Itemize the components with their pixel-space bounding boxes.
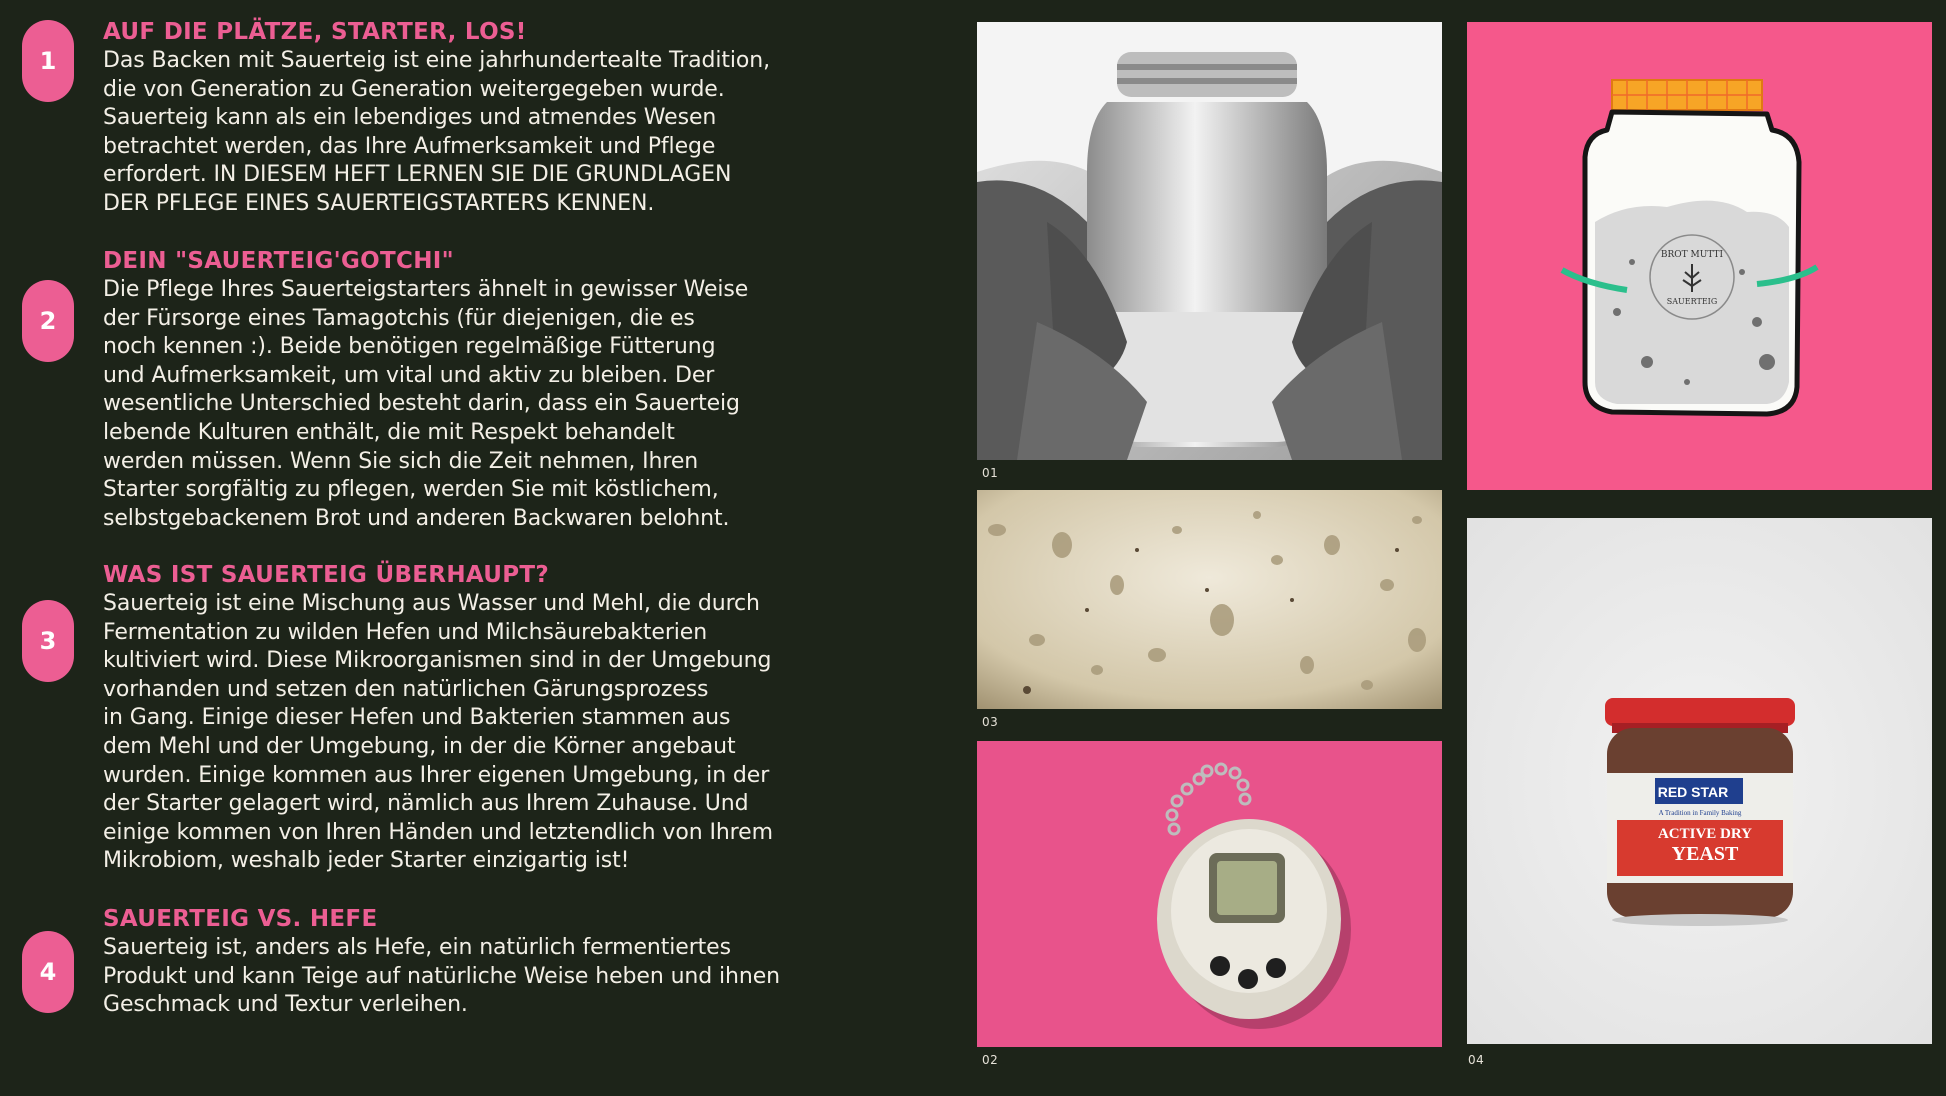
caption-04: 04: [1468, 1053, 1485, 1067]
jar-label-top: BROT MUTTI: [1660, 250, 1724, 260]
badge-3: 3: [22, 600, 74, 682]
caption-01: 01: [982, 466, 999, 480]
jar-label-bottom: SAUERTEIG: [1666, 297, 1718, 306]
badge-4: 4: [22, 931, 74, 1013]
section-body: Sauerteig ist eine Mischung aus Wasser und Mehl, die durch Fermentation zu wilden Hefen und Milchsäurebakterien kultiviert wird. Diese Mikroorganismen sind in der Umgebung vorhanden und setzen den natürlichen Gärungsprozess in Gang. Einige dieser Hefen und Bakterien stammen aus dem Mehl und der Umgebung, in der die Körner angebaut wurden. Einige kommen aus Ihrer eigenen Umgebung, in der der Starter gelagert wird, nämlich aus Ihrem Zuhause. Und einige kommen von Ihren Händen und letztendlich von Ihrem Mikrobiom, weshalb jeder Starter einzigartig ist!: [103, 591, 773, 874]
section-heading: AUF DIE PLÄTZE, STARTER, LOS!: [103, 19, 527, 45]
photo-03-dough-texture: [977, 490, 1442, 709]
illustration-starter-jar: [1467, 22, 1932, 490]
section-4: [103, 905, 793, 1020]
section-1: [103, 18, 793, 219]
yeast-tagline: A Tradition in Family Baking: [1658, 809, 1742, 817]
badge-2: 2: [22, 280, 74, 362]
section-heading: WAS IST SAUERTEIG ÜBERHAUPT?: [103, 562, 550, 588]
section-body: Sauerteig ist, anders als Hefe, ein natürlich fermentiertes Produkt und kann Teige auf natürliche Weise heben und ihnen Geschmack und Textur verleihen.: [103, 935, 781, 1018]
yeast-line-1: ACTIVE DRY: [1657, 826, 1753, 842]
yeast-line-2: YEAST: [1671, 843, 1739, 865]
section-heading: SAUERTEIG VS. HEFE: [103, 906, 378, 932]
badge-1: 1: [22, 20, 74, 102]
caption-03: 03: [982, 715, 999, 729]
section-heading: DEIN "SAUERTEIG'GOTCHI": [103, 248, 454, 274]
photo-04-yeast-jar: [1467, 518, 1932, 1044]
section-3: [103, 561, 793, 876]
section-body: Das Backen mit Sauerteig ist eine jahrhundertealte Tradition, die von Generation zu Generation weitergegeben wurde. Sauerteig kann als ein lebendiges und atmendes Wesen betrachtet werden, das Ihre Aufmerksamkeit und Pflege erfordert. IN DIESEM HEFT LERNEN SIE DIE GRUNDLAGEN DER PFLEGE EINES SAUERTEIGSTARTERS KENNEN.: [103, 48, 770, 216]
photo-02-tamagotchi: [977, 741, 1442, 1047]
yeast-brand: RED STAR: [1657, 784, 1729, 800]
caption-02: 02: [982, 1053, 999, 1067]
section-2: [103, 247, 793, 533]
section-body: Die Pflege Ihres Sauerteigstarters ähnelt in gewisser Weise der Fürsorge eines Tamagotchis (für diejenigen, die es noch kennen :). Beide benötigen regelmäßige Fütterung und Aufmerksamkeit, um vital und aktiv zu bleiben. Der wesentliche Unterschied besteht darin, dass ein Sauerteig lebende Kulturen enthält, die mit Respekt behandelt werden müssen. Wenn Sie sich die Zeit nehmen, Ihren Starter sorgfältig zu pflegen, werden Sie mit köstlichem, selbstgebackenem Brot und anderen Backwaren belohnt.: [103, 277, 749, 531]
photo-01-jar-hands: [977, 22, 1442, 460]
